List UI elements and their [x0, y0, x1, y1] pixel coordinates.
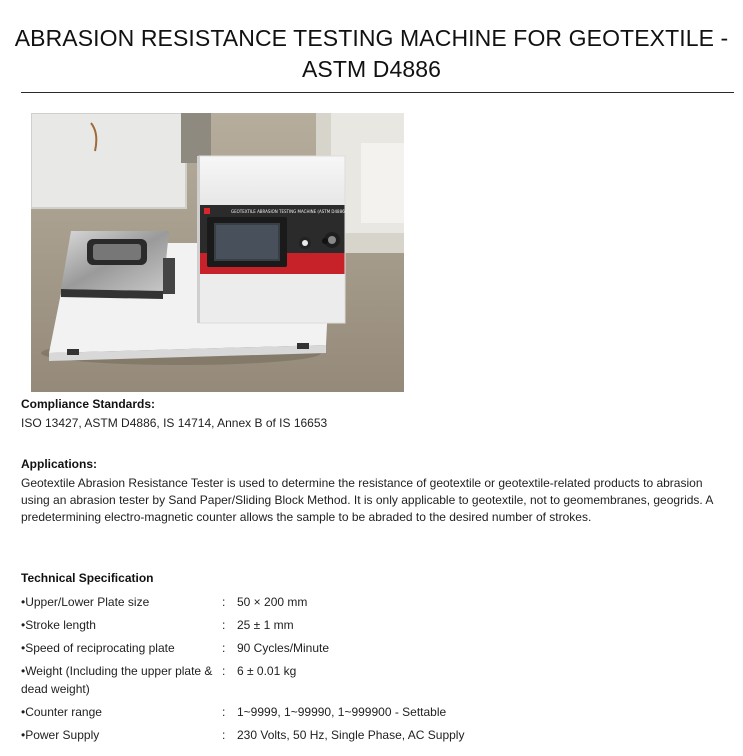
spec-label: •Speed of reciprocating plate: [21, 641, 175, 655]
spec-colon: :: [222, 618, 226, 632]
machine-label: GEOTEXTILE ABRASION TESTING MACHINE (ASTM D4886): [231, 209, 347, 214]
title-divider: [21, 92, 734, 93]
spec-heading: Technical Specification: [21, 571, 154, 585]
spec-label: •Upper/Lower Plate size: [21, 595, 150, 609]
spec-label: •Stroke length: [21, 618, 96, 632]
page-title: ABRASION RESISTANCE TESTING MACHINE FOR GEOTEXTILE - ASTM D4886: [14, 25, 729, 83]
spec-colon: :: [222, 641, 226, 655]
product-photo: [31, 113, 404, 392]
spec-value: 1~9999, 1~99990, 1~999900 - Settable: [237, 705, 447, 719]
compliance-text: ISO 13427, ASTM D4886, IS 14714, Annex B of IS 16653: [21, 416, 328, 430]
spec-colon: :: [222, 728, 226, 742]
spec-label: •Weight (Including the upper plate & dead weight): [21, 664, 213, 696]
applications-text: Geotextile Abrasion Resistance Tester is used to determine the resistance of geotextile or geotextile-related products to abrasion using an abrasion tester by Sand Paper/Sliding Block Method. It is only applicable to geotextile, not to geomembranes, geogrids. A predetermining electro-magnetic counter allows the sample to be abraded to the desired number of strokes.: [21, 476, 713, 524]
spec-label: •Power Supply: [21, 728, 100, 742]
compliance-heading: Compliance Standards:: [21, 397, 156, 411]
applications-heading: Applications:: [21, 457, 98, 471]
spec-value: 25 ± 1 mm: [237, 618, 294, 632]
spec-value: 90 Cycles/Minute: [237, 641, 330, 655]
spec-value: 230 Volts, 50 Hz, Single Phase, AC Supply: [237, 728, 465, 742]
spec-colon: :: [222, 664, 226, 678]
spec-label: •Counter range: [21, 705, 102, 719]
spec-colon: :: [222, 705, 226, 719]
spec-value: 6 ± 0.01 kg: [237, 664, 297, 678]
spec-value: 50 × 200 mm: [237, 595, 308, 609]
spec-colon: :: [222, 595, 226, 609]
